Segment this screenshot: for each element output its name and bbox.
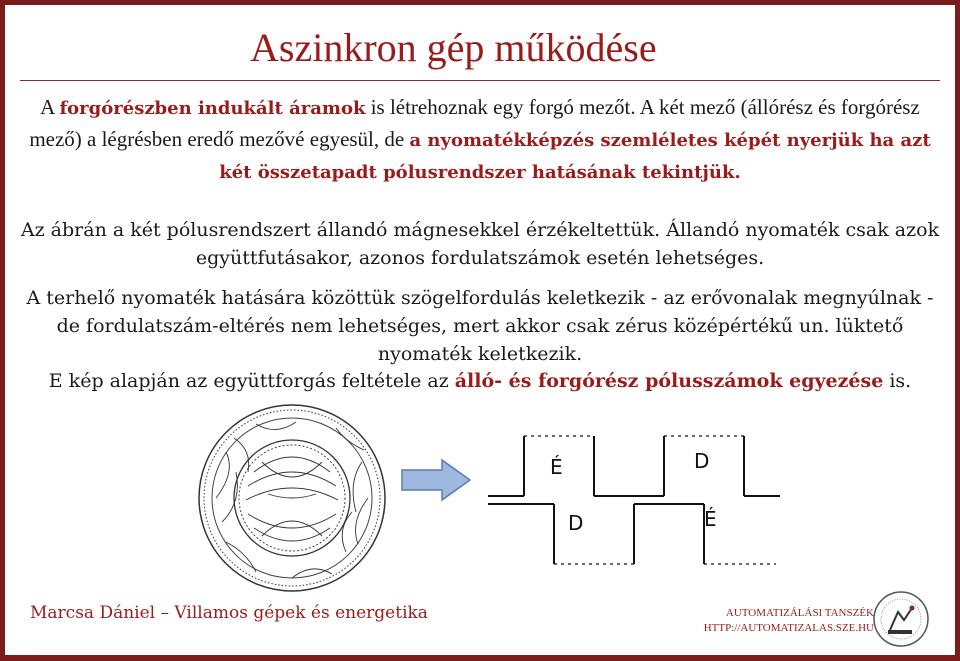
slide-title: Aszinkron gép működése [250, 25, 657, 70]
paragraph-condition [16, 366, 944, 396]
footer-author: Marcsa Dániel – Villamos gépek és energetika [30, 603, 428, 623]
pole-label: D [568, 511, 584, 535]
text: A [40, 95, 60, 119]
slide-border-bottom [0, 655, 960, 661]
pole-label: D [694, 449, 710, 473]
department-name: AUTOMATIZÁLÁSI TANSZÉK [725, 607, 874, 619]
slide-border-left [0, 0, 5, 661]
title-divider [20, 80, 940, 81]
university-seal-logo [872, 590, 930, 648]
paragraph-magnets: Az ábrán a két pólusrendszert állandó mágnesekkel érzékeltettük. Állandó nyomaték csak azok együttfutásakor, azonos fordulatszámok esetén lehetséges. [20, 219, 940, 269]
text: E kép alapján az együttforgás feltétele az [48, 370, 455, 392]
paragraph-intro [16, 92, 944, 188]
footer-department [704, 606, 874, 636]
text: is létrehoznak egy forgó mezőt. A két mező (állórész és forgórész mező) a légrésben eredő mezővé egyesül, de [29, 95, 920, 151]
pole-label: É [704, 507, 717, 531]
rotor-field-diagram [196, 402, 388, 594]
highlight-text: forgórészben indukált áramok [59, 98, 366, 119]
highlight-text: a nyomatékképzés szemléletes képét nyerjük ha azt két összetapadt pólusrendszer hatásának tekintjük. [219, 130, 931, 183]
slide-border-right [955, 0, 960, 661]
pole-system-diagram [484, 424, 784, 574]
pole-label: É [550, 455, 563, 479]
department-url[interactable]: HTTP://AUTOMATIZALAS.SZE.HU [703, 622, 874, 634]
highlight-text: álló- és forgórész pólusszámok egyezése [454, 370, 884, 392]
right-arrow-icon [400, 456, 472, 504]
paragraph-load: A terhelő nyomaték hatására közöttük szögelfordulás keletkezik - az erővonalak megnyúlnak - de fordulatszám-eltérés nem lehetséges, mert akkor csak zérus középértékű un. lüktető nyomaték keletkezik. [26, 287, 934, 365]
slide-border-top [0, 0, 960, 5]
text: is. [883, 370, 912, 392]
